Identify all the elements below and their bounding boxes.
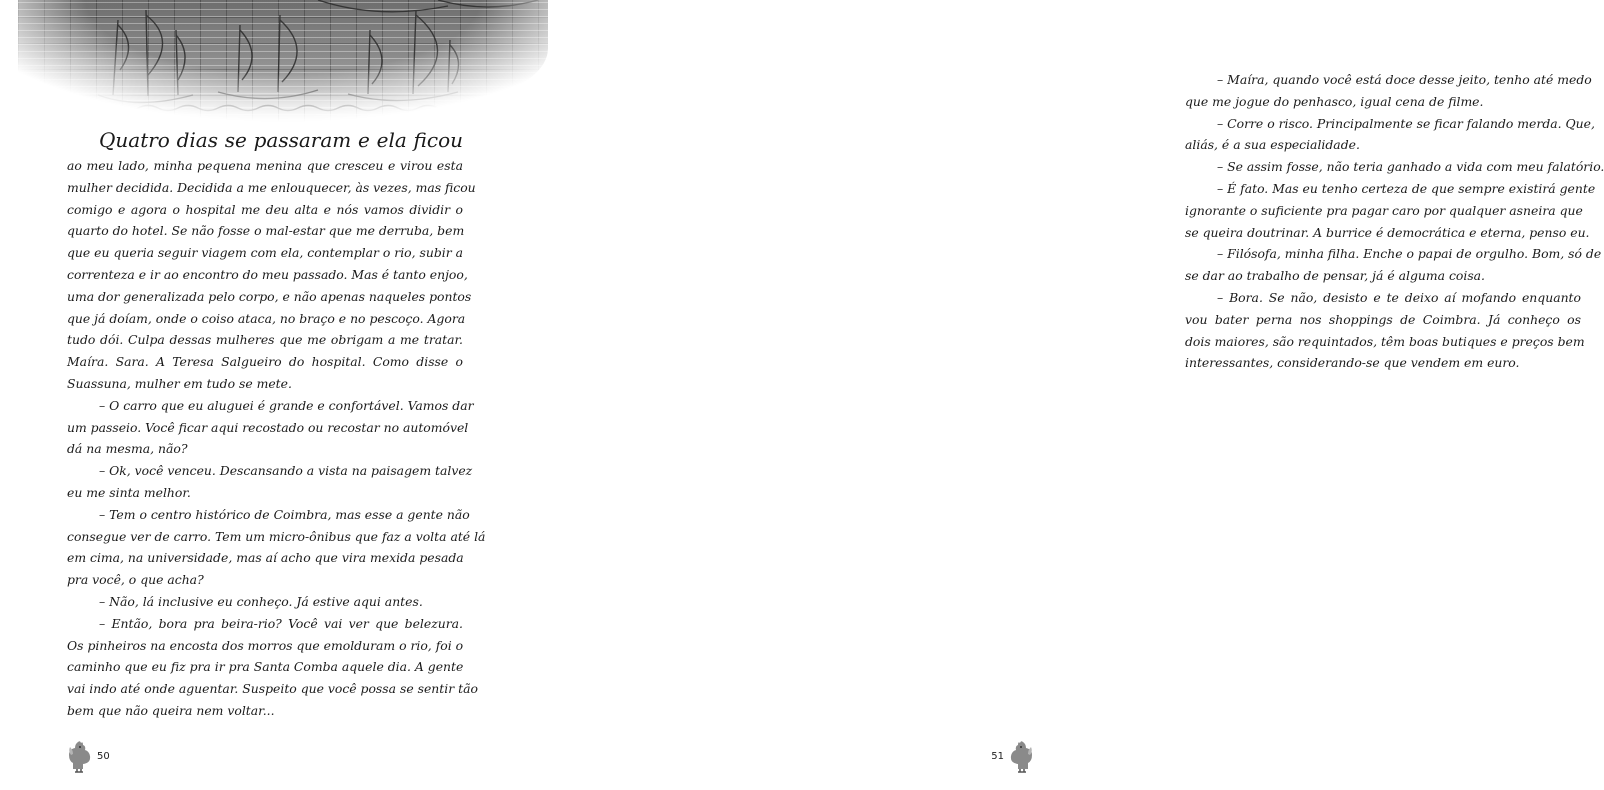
text-line: aliás, é a sua especialidade.	[1185, 137, 1360, 153]
text-line: dá na mesma, não?	[67, 441, 188, 457]
text-line: interessantes, considerando-se que vendem em euro.	[1185, 355, 1520, 371]
text-line: que já doíam, onde o coiso ataca, no braço e no pescoço. Agora	[67, 310, 466, 326]
page-number-left	[67, 738, 110, 774]
text-line: – Bora. Se não, desisto e te deixo aí mofando enquanto	[1217, 289, 1581, 305]
text-line: – Então, bora pra beira-rio? Você vai ver que belezura.	[99, 615, 463, 631]
text-line: que eu queria seguir viagem com ela, contemplar o rio, subir a	[67, 245, 463, 261]
text-line: – Não, lá inclusive eu conheço. Já estive aqui antes.	[99, 593, 423, 609]
right-page-body	[1185, 69, 1604, 374]
right-page	[550, 0, 1604, 790]
text-line: Suassuna, mulher em tudo se mete.	[67, 375, 292, 391]
chapter-heading: Quatro dias se passaram e ela ficou	[99, 128, 463, 152]
text-line: caminho que eu fiz pra ir pra Santa Comba aquele dia. A gente	[67, 659, 464, 675]
text-line: – É fato. Mas eu tenho certeza de que sempre existirá gente	[1217, 180, 1596, 196]
text-line: – Corre o risco. Principalmente se ficar falando merda. Que,	[1217, 115, 1595, 131]
text-line: – Filósofa, minha filha. Enche o papai de orgulho. Bom, só de	[1217, 246, 1602, 262]
text-line: mulher decidida. Decidida a me enlouquecer, às vezes, mas ficou	[67, 179, 476, 195]
text-line: tudo dói. Culpa dessas mulheres que me obrigam a me tratar.	[67, 332, 463, 348]
text-line: – O carro que eu aluguei é grande e confortável. Vamos dar	[99, 397, 474, 413]
header-engraving-ships	[18, 0, 548, 122]
text-line: que me jogue do penhasco, igual cena de filme.	[1185, 93, 1484, 109]
text-line: pra você, o que acha?	[67, 572, 204, 588]
text-line: quarto do hotel. Se não fosse o mal-estar que me derruba, bem	[67, 223, 465, 239]
left-page	[0, 0, 550, 790]
ships-icon	[18, 0, 548, 122]
page-number: 50	[97, 750, 110, 762]
text-line: eu me sinta melhor.	[67, 484, 191, 500]
rooster-icon	[1008, 739, 1034, 773]
text-line: ignorante o suficiente pra pagar caro por qualquer asneira que	[1185, 202, 1583, 218]
text-line: consegue ver de carro. Tem um micro-ônibus que faz a volta até lá	[67, 528, 486, 544]
text-line: Maíra. Sara. A Teresa Salgueiro do hospital. Como disse o	[67, 354, 463, 370]
text-line: vai indo até onde aguentar. Suspeito que você possa se sentir tão	[67, 681, 478, 697]
text-line: ao meu lado, minha pequena menina que cresceu e virou esta	[67, 158, 463, 173]
text-line: em cima, na universidade, mas aí acho que vira mexida pesada	[67, 550, 464, 566]
page-number: 51	[991, 750, 1004, 762]
page-number-right	[991, 738, 1034, 774]
text-line: dois maiores, são requintados, têm boas butiques e preços bem	[1185, 333, 1585, 349]
text-line: comigo e agora o hospital me deu alta e nós vamos dividir o	[67, 201, 463, 217]
text-line: – Tem o centro histórico de Coimbra, mas esse a gente não	[99, 506, 470, 522]
text-line: uma dor generalizada pelo corpo, e não apenas naqueles pontos	[67, 288, 472, 304]
text-line: se dar ao trabalho de pensar, já é alguma coisa.	[1185, 268, 1486, 284]
text-line: correnteza e ir ao encontro do meu passado. Mas é tanto enjoo,	[67, 266, 468, 282]
text-line: bem que não queira nem voltar...	[67, 702, 275, 718]
text-line: um passeio. Você ficar aqui recostado ou recostar no automóvel	[67, 419, 469, 435]
rooster-icon	[67, 739, 93, 773]
text-line: se queira doutrinar. A burrice é democrática e eterna, penso eu.	[1185, 224, 1590, 240]
text-line: Os pinheiros na encosta dos morros que emolduram o rio, foi o	[67, 637, 464, 653]
left-page-body	[67, 155, 486, 722]
text-line: vou bater perna nos shoppings de Coimbra. Já conheço os	[1185, 311, 1581, 327]
text-line: – Maíra, quando você está doce desse jeito, tenho até medo	[1217, 72, 1592, 87]
text-line: – Se assim fosse, não teria ganhado a vida com meu falatório.	[1217, 159, 1604, 175]
text-line: – Ok, você venceu. Descansando a vista na paisagem talvez	[99, 463, 473, 479]
